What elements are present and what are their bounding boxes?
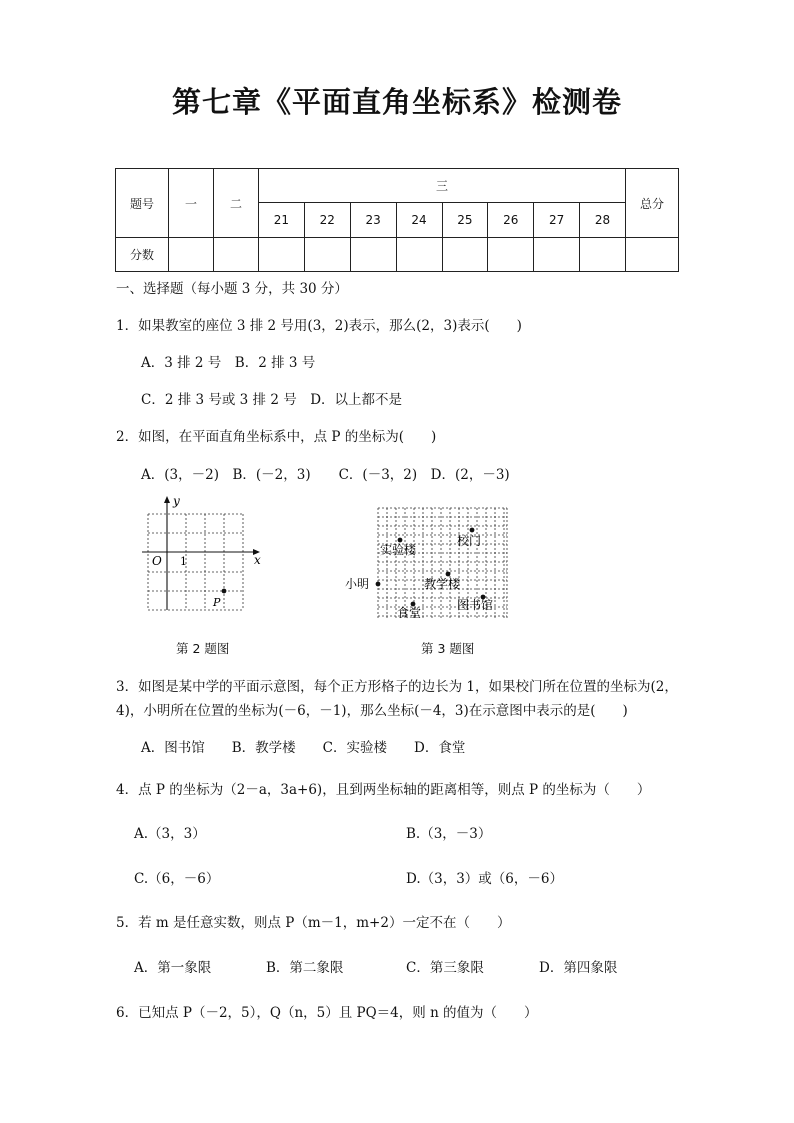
q5-option-a: A．第一象限	[134, 960, 212, 976]
score-label: 分数	[116, 238, 169, 272]
school-gate-marker	[470, 528, 475, 533]
page-title: 第七章《平面直角坐标系》检测卷	[171, 85, 622, 119]
score-cell[interactable]	[169, 238, 214, 272]
q1-options-cd: C．2 排 3 号或 3 排 2 号 D．以上都不是	[141, 392, 403, 408]
sub-col: 23	[350, 203, 396, 238]
origin-label: O	[152, 554, 162, 568]
q4-option-a: A.（3，3）	[134, 826, 206, 842]
q5-option-d: D．第四象限	[539, 960, 618, 976]
y-axis-label: y	[173, 494, 180, 508]
q2-options-ab: A．(3，－2) B．(－2，3)	[141, 467, 311, 483]
q2-options	[141, 463, 510, 483]
q3-stem-line2: 4)，小明所在位置的坐标为(－6，－1)，那么坐标(－4，3)在示意图中表示的是( )	[116, 703, 628, 719]
sub-col: 26	[488, 203, 534, 238]
score-cell[interactable]	[304, 238, 350, 272]
col-2: 二	[214, 169, 259, 238]
lab-label: 实验楼	[380, 543, 417, 557]
q4-option-b: B.（3，－3）	[406, 826, 492, 842]
total-header: 总分	[626, 169, 679, 238]
score-cell[interactable]	[350, 238, 396, 272]
q5-option-b: B．第二象限	[266, 960, 344, 976]
figure-3-map	[342, 505, 510, 620]
q2-stem: 2．如图，在平面直角坐标系中，点 P 的坐标为( )	[116, 429, 437, 445]
xiaoming-marker	[376, 582, 381, 587]
col-1: 一	[169, 169, 214, 238]
school-gate-label: 校门	[457, 534, 482, 548]
canteen-label: 食堂	[397, 606, 422, 620]
section-heading: 一、选择题（每小题 3 分，共 30 分）	[116, 281, 348, 297]
score-cell[interactable]	[534, 238, 580, 272]
q2-options-cd: C．(－3，2) D．(2，－3)	[338, 467, 510, 483]
q5-stem: 5．若 m 是任意实数，则点 P（m－1，m+2）一定不在（ ）	[116, 915, 511, 931]
score-cell[interactable]	[580, 238, 626, 272]
figure-3-caption: 第 3 题图	[421, 641, 475, 656]
x-axis-label: x	[254, 553, 261, 567]
point-p-marker	[222, 589, 227, 594]
lab-marker	[398, 538, 403, 543]
q1-stem: 1．如果教室的座位 3 排 2 号用(3，2)表示，那么(2，3)表示( )	[116, 318, 522, 334]
q4-option-d: D.（3，3）或（6，－6）	[406, 871, 563, 887]
header-label: 题号	[116, 169, 169, 238]
teaching-label: 教学楼	[424, 577, 461, 591]
library-label: 图书馆	[457, 598, 494, 612]
q6-stem: 6．已知点 P（－2，5），Q（n，5）且 PQ＝4，则 n 的值为（ ）	[116, 1005, 538, 1021]
sub-col: 24	[396, 203, 442, 238]
q1-options-ab: A．3 排 2 号 B．2 排 3 号	[141, 355, 316, 371]
score-cell[interactable]	[259, 238, 305, 272]
sub-col: 25	[442, 203, 488, 238]
score-cell[interactable]	[626, 238, 679, 272]
sub-col: 21	[259, 203, 305, 238]
teaching-marker	[446, 572, 451, 577]
sub-col: 22	[304, 203, 350, 238]
sub-col: 27	[534, 203, 580, 238]
score-cell[interactable]	[396, 238, 442, 272]
col-3-group: 三	[259, 169, 626, 203]
score-cell[interactable]	[488, 238, 534, 272]
q3-stem-line1: 3．如图是某中学的平面示意图，每个正方形格子的边长为 1，如果校门所在位置的坐标为(2，	[116, 679, 678, 695]
score-cell[interactable]	[214, 238, 259, 272]
q3-options: A．图书馆 B．教学楼 C．实验楼 D．食堂	[141, 740, 466, 756]
sub-col: 28	[580, 203, 626, 238]
q4-option-c: C.（6，－6）	[134, 871, 220, 887]
unit-label: 1	[180, 555, 187, 568]
score-table	[115, 168, 679, 272]
point-p-label: P	[213, 596, 221, 609]
xiaoming-label: 小明	[345, 577, 370, 591]
figure-2-grid	[138, 494, 266, 616]
figure-2-caption: 第 2 题图	[176, 641, 230, 656]
score-cell[interactable]	[442, 238, 488, 272]
q4-stem: 4．点 P 的坐标为（2－a，3a+6)，且到两坐标轴的距离相等，则点 P 的坐标为（ ）	[116, 782, 651, 798]
q5-option-c: C．第三象限	[406, 960, 484, 976]
